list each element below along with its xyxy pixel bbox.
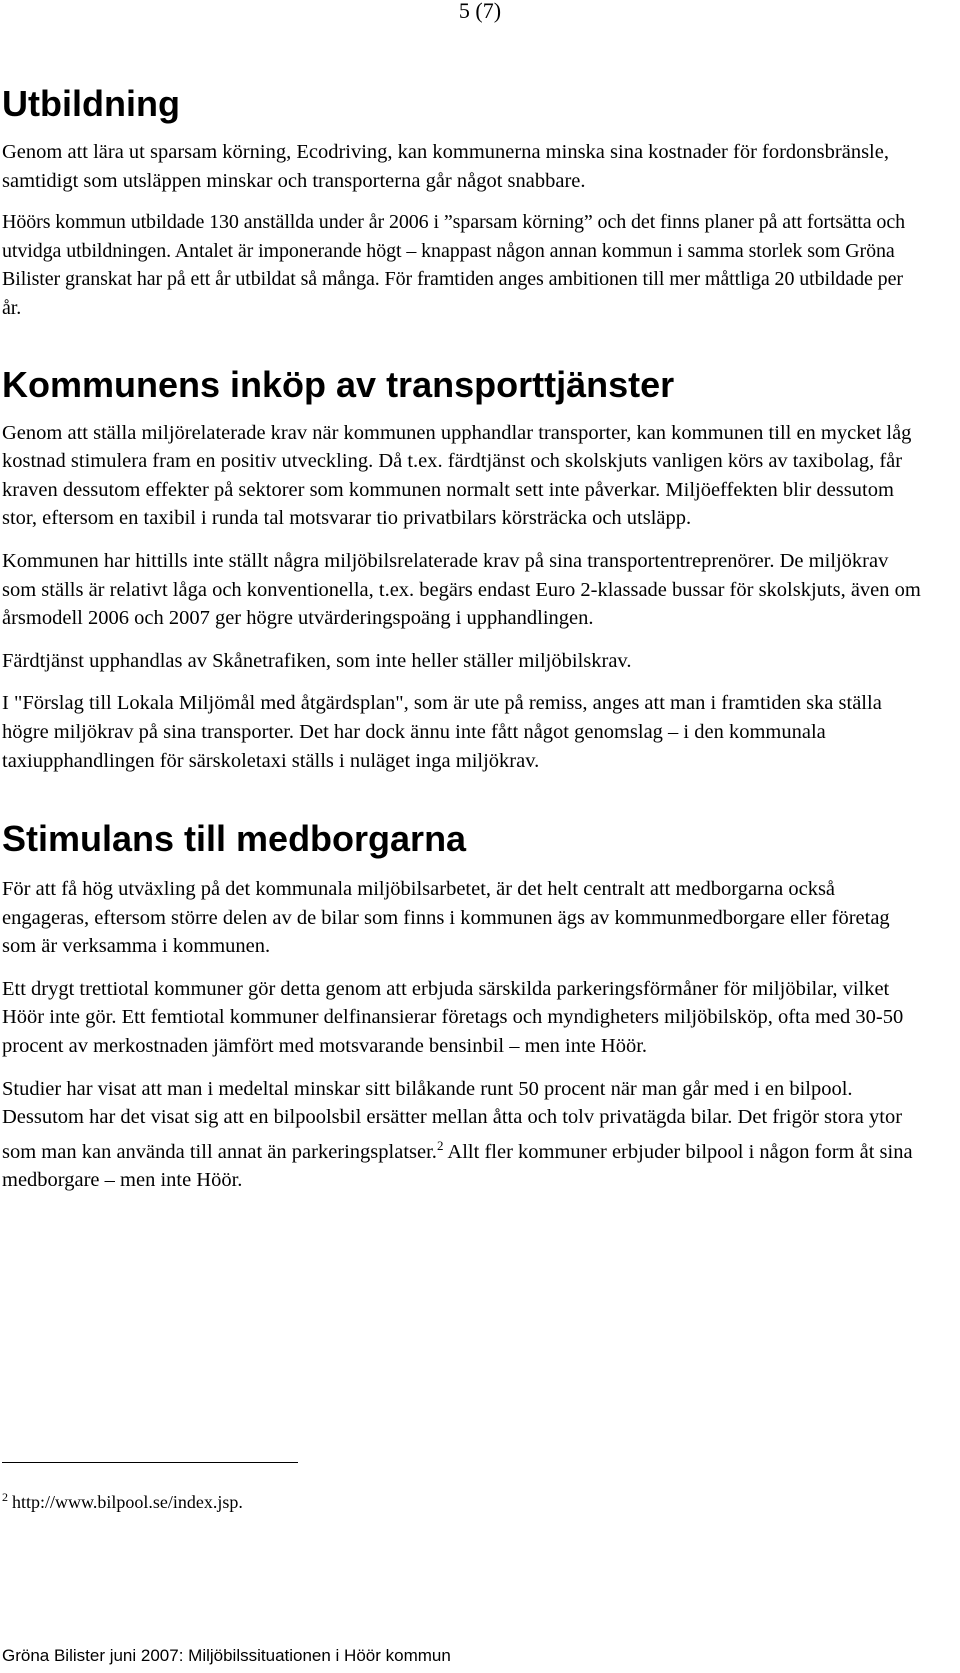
paragraph: I "Förslag till Lokala Miljömål med åtgärdsplan", som är ute på remiss, anges att man i framtiden ska ställa högre miljökrav på sina transporter. Det har dock ännu inte fått något genomslag – i den kommunala taxiupphandlingen för särskoletaxi ställs i nuläget inga miljökrav. [2, 692, 882, 772]
paragraph: Färdtjänst upphandlas av Skånetrafiken, som inte heller ställer miljöbilskrav. [2, 649, 632, 672]
page-footer: Gröna Bilister juni 2007: Miljöbilssituationen i Höör kommun [2, 1646, 451, 1665]
paragraph: Kommunen har hittills inte ställt några miljöbilsrelaterade krav på sina transportentreprenörer. De miljökrav som ställs är relativt låga och konventionella, t.ex. begärs endast Euro 2-klassade bussar för skolskjuts, även om årsmodell 2006 och 2007 ger högre utvärderingspoäng i upphandlingen. [2, 549, 921, 630]
paragraph: Höörs kommun utbildade 130 anställda under år 2006 i ”sparsam körning” och det finns planer på att fortsätta och utvidga utbildningen. Antalet är imponerande högt – knappast någon annan kommun i samma storlek som Gröna Bilister granskat har på ett år utbildat så många. För framtiden anges ambitionen till mer måttliga 20 utbildade per år. [2, 211, 906, 319]
document-body [2, 82, 922, 1195]
heading-stimulans: Stimulans till medborgarna [2, 818, 467, 860]
paragraph: Ett drygt trettiotal kommuner gör detta genom att erbjuda särskilda parkeringsförmåner för miljöbilar, vilket Höör inte gör. Ett femtiotal kommuner delfinansierar företags och myndigheters miljöbilsköp, ofta med 30-50 procent av merkostnaden jämfört med motsvarande bensinbil – men inte Höör. [2, 977, 904, 1058]
footnote-number: 2 [2, 1490, 8, 1504]
footnote [2, 1490, 243, 1513]
heading-utbildning: Utbildning [2, 83, 180, 124]
footnote-link[interactable]: http://www.bilpool.se/index.jsp. [12, 1492, 243, 1512]
heading-kommunens-inkop: Kommunens inköp av transporttjänster [2, 363, 675, 405]
footnote-separator [2, 1462, 298, 1463]
page-number: 5 (7) [458, 0, 502, 23]
footnote-reference[interactable]: 2 [436, 1137, 444, 1153]
paragraph-with-footnote [2, 1075, 922, 1195]
paragraph: Genom att ställa miljörelaterade krav när kommunen upphandlar transporter, kan kommunen till en mycket låg kostnad stimulera fram en positiv utveckling. Då t.ex. färdtjänst och skolskjuts vanligen körs av taxibolag, får kraven dessutom effekter på sektorer som kommunen normalt sett inte påverkar. Miljöeffekten blir dessutom stor, eftersom en taxibil i runda tal motsvarar tio privatbilars körsträcka och utsläpp. [2, 421, 912, 530]
paragraph: Genom att lära ut sparsam körning, Ecodriving, kan kommunerna minska sina kostnader för fordonsbränsle, samtidigt som utsläppen minskar och transporterna går något snabbare. [2, 141, 889, 192]
paragraph: För att få hög utväxling på det kommunala miljöbilsarbetet, är det helt centralt att medborgarna också engageras, eftersom större delen av de bilar som finns i kommunen ägs av kommunmedborgare eller företag som är verksamma i kommunen. [2, 878, 890, 958]
paragraph-text: Allt fler kommuner erbjuder bilpool i någon form åt sina medborgare – men inte Höör. [2, 1140, 913, 1192]
paragraph-text: Studier har visat att man i medeltal minskar sitt bilåkande runt 50 procent när man går med i en bilpool. Dessutom har det visat sig att en bilpoolsbil ersätter mellan åtta och tolv privatägda bilar. Det frigör stora ytor som man kan använda till annat än parkeringsplatser. [2, 1077, 903, 1163]
